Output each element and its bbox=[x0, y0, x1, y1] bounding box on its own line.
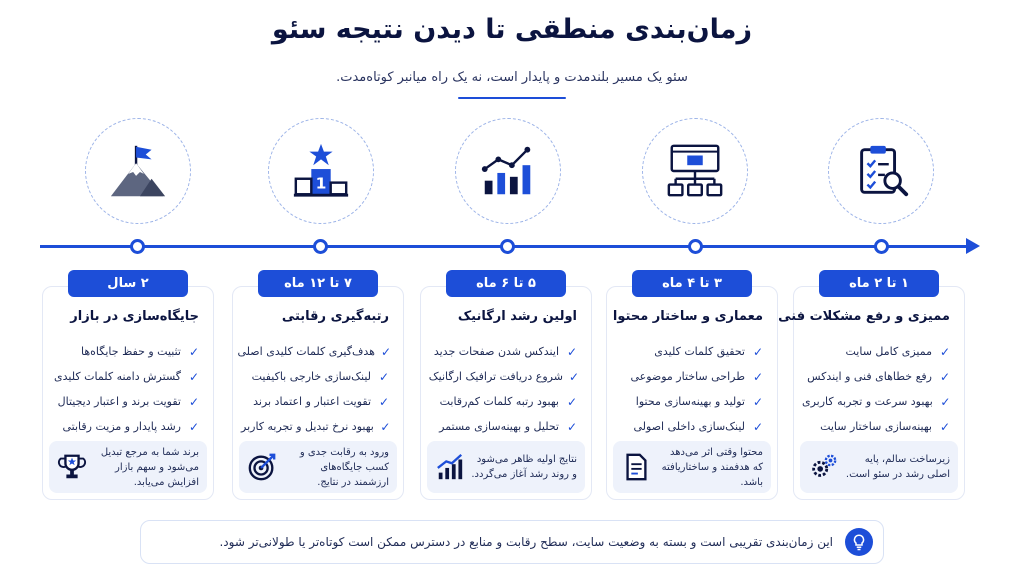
stage-title: ممیزی و رفع مشکلات فنی bbox=[778, 309, 950, 324]
page-title: زمان‌بندی منطقی تا دیدن نتیجه سئو bbox=[271, 14, 753, 45]
timeline-node-1 bbox=[874, 239, 889, 254]
list-item: ✓ ممیزی کامل سایت bbox=[845, 344, 951, 359]
list-item: ✓ گسترش دامنه کلمات کلیدی bbox=[54, 369, 200, 384]
stage-checklist bbox=[615, 339, 765, 439]
list-item: ✓ تثبیت و حفظ جایگاه‌ها bbox=[81, 344, 200, 359]
check-icon: ✓ bbox=[188, 344, 200, 359]
bar-trend-icon bbox=[435, 452, 465, 482]
lightbulb-icon bbox=[845, 528, 873, 556]
timeline-node-3 bbox=[500, 239, 515, 254]
check-icon: ✓ bbox=[939, 344, 951, 359]
stage-4-duration: ۷ تا ۱۲ ماه bbox=[258, 270, 378, 297]
list-item: ✓ رفع خطاهای فنی و ایندکس bbox=[807, 369, 951, 384]
document-icon bbox=[621, 452, 651, 482]
stage-note: برند شما به مرجع تبدیل می‌شود و سهم بازار افزایش می‌یابد. bbox=[49, 441, 207, 493]
check-icon: ✓ bbox=[378, 369, 390, 384]
stage-note: ورود به رقابت جدی و کسب جایگاه‌های ارزشمند در نتایج. bbox=[239, 441, 397, 493]
footer-note bbox=[140, 520, 884, 564]
stage-5-icon-circle bbox=[85, 118, 191, 224]
stage-2-icon-circle bbox=[642, 118, 748, 224]
check-icon: ✓ bbox=[380, 419, 391, 434]
svg-text:1: 1 bbox=[315, 174, 327, 193]
gears-icon bbox=[808, 452, 838, 482]
list-item: ✓ تحلیل و بهینه‌سازی مستمر bbox=[439, 419, 578, 434]
target-icon bbox=[247, 452, 277, 482]
check-icon: ✓ bbox=[188, 369, 200, 384]
check-icon: ✓ bbox=[566, 419, 578, 434]
check-icon: ✓ bbox=[568, 369, 579, 384]
check-icon: ✓ bbox=[566, 344, 578, 359]
list-item: ✓ تقویت اعتبار و اعتماد برند bbox=[253, 394, 390, 409]
stage-5-card bbox=[42, 286, 214, 500]
stage-1-duration: ۱ تا ۲ ماه bbox=[819, 270, 939, 297]
list-item: ✓ ایندکس شدن صفحات جدید bbox=[433, 344, 578, 359]
stage-checklist bbox=[51, 339, 201, 439]
check-icon: ✓ bbox=[752, 394, 764, 409]
list-item: ✓ رشد پایدار و مزیت رقابتی bbox=[62, 419, 200, 434]
check-icon: ✓ bbox=[939, 419, 951, 434]
list-item: ✓ بهبود نرخ تبدیل و تجربه کاربر bbox=[241, 419, 391, 434]
check-icon: ✓ bbox=[378, 394, 390, 409]
stage-checklist bbox=[237, 339, 391, 439]
list-item: ✓ تقویت برند و اعتبار دیجیتال bbox=[57, 394, 200, 409]
list-item: ✓ لینک‌سازی داخلی اصولی bbox=[633, 419, 764, 434]
check-icon: ✓ bbox=[940, 394, 951, 409]
list-item: ✓ هدف‌گیری کلمات کلیدی اصلی bbox=[237, 344, 391, 359]
list-item: ✓ تحقیق کلمات کلیدی bbox=[654, 344, 764, 359]
stage-2-duration: ۳ تا ۴ ماه bbox=[632, 270, 752, 297]
check-icon: ✓ bbox=[939, 369, 951, 384]
stage-3-card bbox=[420, 286, 592, 500]
stage-1-icon-circle bbox=[828, 118, 934, 224]
stage-5-duration: ۲ سال bbox=[68, 270, 188, 297]
stage-3-icon-circle bbox=[455, 118, 561, 224]
trophy-icon bbox=[57, 452, 87, 482]
stage-title: معماری و ساختار محتوا bbox=[612, 309, 763, 324]
timeline-arrow bbox=[966, 238, 980, 254]
check-icon: ✓ bbox=[188, 394, 200, 409]
podium-icon bbox=[290, 140, 352, 202]
clipboard-magnifier-icon bbox=[850, 140, 912, 202]
stage-note: محتوا وقتی اثر می‌دهد که هدفمند و ساختاریافته باشد. bbox=[613, 441, 771, 493]
check-icon: ✓ bbox=[752, 369, 764, 384]
stage-3-duration: ۵ تا ۶ ماه bbox=[446, 270, 566, 297]
list-item: ✓ تولید و بهینه‌سازی محتوا bbox=[635, 394, 764, 409]
stage-checklist bbox=[429, 339, 579, 439]
stage-4-icon-circle bbox=[268, 118, 374, 224]
timeline-node-4 bbox=[313, 239, 328, 254]
check-icon: ✓ bbox=[752, 344, 764, 359]
check-icon: ✓ bbox=[380, 344, 391, 359]
list-item: ✓ طراحی ساختار موضوعی bbox=[630, 369, 764, 384]
stage-note: نتایج اولیه ظاهر می‌شود و روند رشد آغاز می‌گردد. bbox=[427, 441, 585, 493]
stage-note: زیرساخت سالم، پایه اصلی رشد در سئو است. bbox=[800, 441, 958, 493]
page-subtitle: سئو یک مسیر بلندمدت و پایدار است، نه یک راه میانبر کوتاه‌مدت. bbox=[336, 70, 688, 85]
list-item: ✓ بهبود سرعت و تجربه کاربری bbox=[802, 394, 951, 409]
timeline-node-2 bbox=[688, 239, 703, 254]
stage-2-card bbox=[606, 286, 778, 500]
sitemap-icon bbox=[664, 140, 726, 202]
stage-title: جایگاه‌سازی در بازار bbox=[70, 309, 199, 324]
growth-chart-icon bbox=[477, 140, 539, 202]
subtitle-underline bbox=[458, 97, 566, 99]
stage-4-card bbox=[232, 286, 404, 500]
mountain-flag-icon bbox=[107, 140, 169, 202]
list-item: ✓ شروع دریافت ترافیک ارگانیک bbox=[428, 369, 579, 384]
list-item: ✓ لینک‌سازی خارجی باکیفیت bbox=[251, 369, 390, 384]
check-icon: ✓ bbox=[566, 394, 578, 409]
stage-title: رتبه‌گیری رقابتی bbox=[281, 309, 389, 324]
stage-checklist bbox=[802, 339, 952, 439]
timeline-node-5 bbox=[130, 239, 145, 254]
check-icon: ✓ bbox=[188, 419, 200, 434]
stage-1-card bbox=[778, 286, 965, 500]
list-item: ✓ بهبود رتبه کلمات کم‌رقابت bbox=[439, 394, 578, 409]
list-item: ✓ بهینه‌سازی ساختار سایت bbox=[820, 419, 951, 434]
footer-text: این زمان‌بندی تقریبی است و بسته به وضعیت سایت، سطح رقابت و منابع در دسترس ممکن است کوتاه‌تر یا طولانی‌تر شود. bbox=[219, 535, 833, 549]
check-icon: ✓ bbox=[752, 419, 764, 434]
stage-title: اولین رشد ارگانیک bbox=[457, 309, 577, 324]
